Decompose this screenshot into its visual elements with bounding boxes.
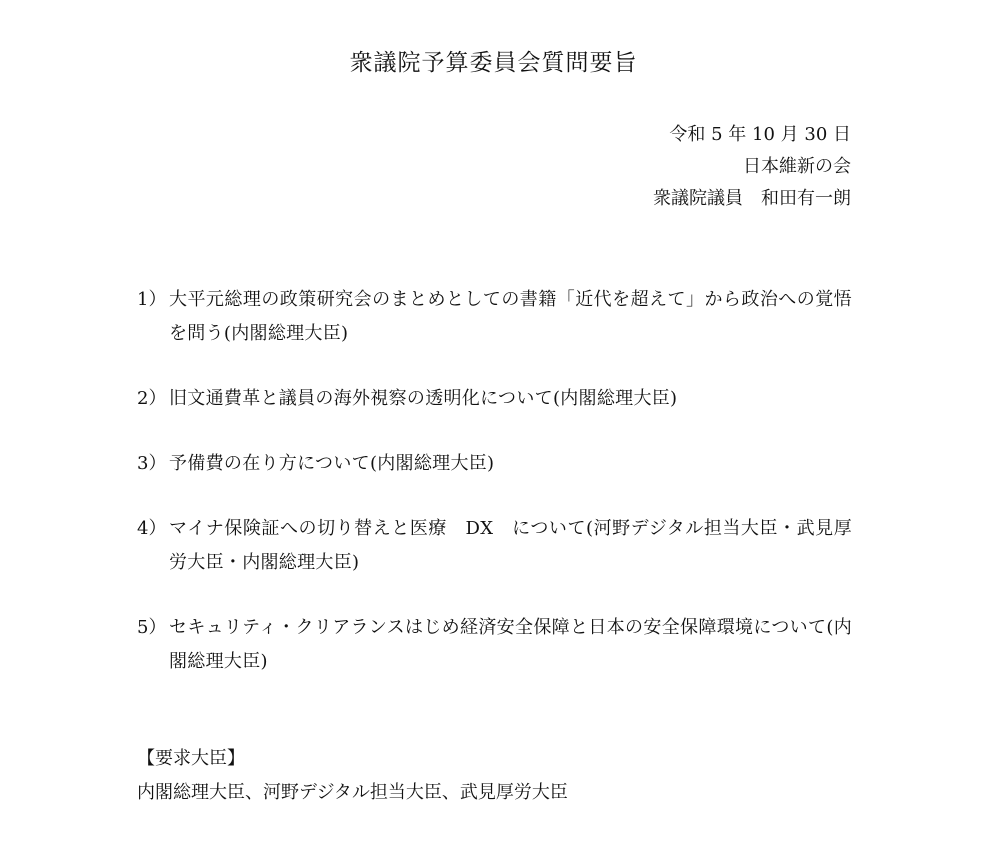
question-number: 3） — [137, 453, 167, 474]
question-text: 予備費の在り方について(内閣総理大臣) — [169, 453, 495, 474]
question-number: 5） — [137, 617, 167, 638]
question-item — [137, 283, 852, 351]
question-item — [137, 512, 852, 580]
question-item — [137, 382, 852, 416]
question-text: 大平元総理の政策研究会のまとめとしての書籍「近代を超えて」から政治への覚悟を問う(内閣総理大臣) — [169, 289, 852, 344]
required-ministers — [137, 742, 568, 810]
document-date: 令和 5 年 10 月 30 日 — [669, 124, 851, 145]
document-title: 衆議院予算委員会質問要旨 — [349, 50, 638, 76]
required-ministers-list: 内閣総理大臣、河野デジタル担当大臣、武見厚労大臣 — [137, 782, 568, 803]
question-item — [137, 611, 852, 679]
required-ministers-heading: 【要求大臣】 — [137, 748, 245, 769]
question-number: 4） — [137, 518, 167, 539]
question-text: マイナ保険証への切り替えと医療 DX について(河野デジタル担当大臣・武見厚労大臣・内閣総理大臣) — [169, 518, 852, 573]
question-text: 旧文通費革と議員の海外視察の透明化について(内閣総理大臣) — [169, 388, 678, 409]
question-item — [137, 447, 852, 481]
question-text: セキュリティ・クリアランスはじめ経済安全保障と日本の安全保障環境について(内閣総理大臣) — [169, 617, 852, 672]
document-header — [653, 119, 851, 215]
question-number: 1） — [137, 289, 167, 310]
member-name: 衆議院議員 和田有一朗 — [653, 188, 851, 209]
question-number: 2） — [137, 388, 167, 409]
question-list — [137, 283, 852, 710]
party-name: 日本維新の会 — [743, 156, 851, 177]
